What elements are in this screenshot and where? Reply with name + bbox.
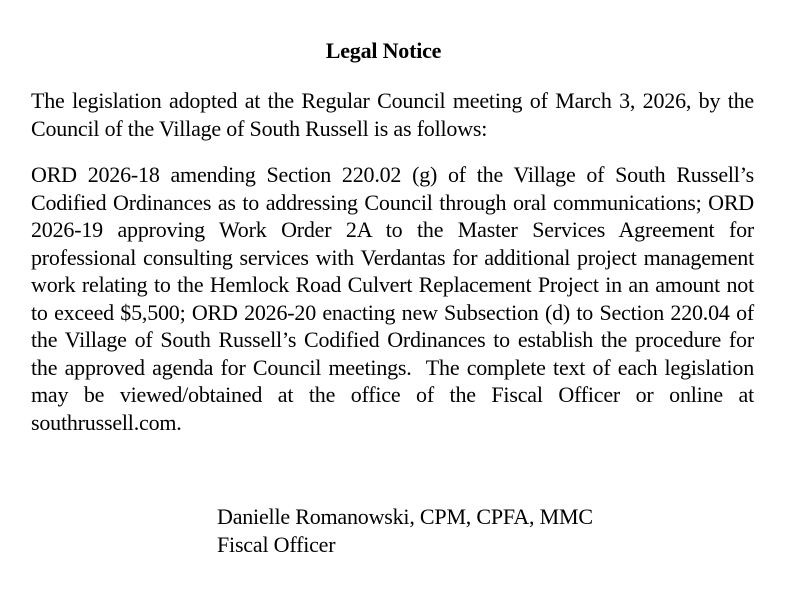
signature-block [217, 503, 754, 558]
signature-name: Danielle Romanowski, CPM, CPFA, MMC [217, 504, 593, 529]
signature-title: Fiscal Officer [217, 531, 336, 557]
body-paragraph: ORD 2026-18 amending Section 220.02 (g) of the Village of South Russell’s Codified Ordinances as to addressing Council through oral communications; ORD 2026-19 approving Work Order 2A to the Master Services Agreement for professional consulting services with Verdantas for additional project management work relating to the Hemlock Road Culvert Replacement Project in an amount not to exceed $5,500; ORD 2026-20 enacting new Subsection (d) to Section 220.04 of the Village of South Russell’s Codified Ordinances to establish the procedure for the approved agenda for Council meetings. The complete text of each legislation may be viewed/obtained at the office of the Fiscal Officer or online at southrussell.com. [31, 162, 754, 435]
notice-title: Legal Notice [325, 38, 442, 63]
intro-paragraph: The legislation adopted at the Regular Council meeting of March 3, 2026, by the Council of the Village of South Russell is as follows: [31, 88, 754, 141]
